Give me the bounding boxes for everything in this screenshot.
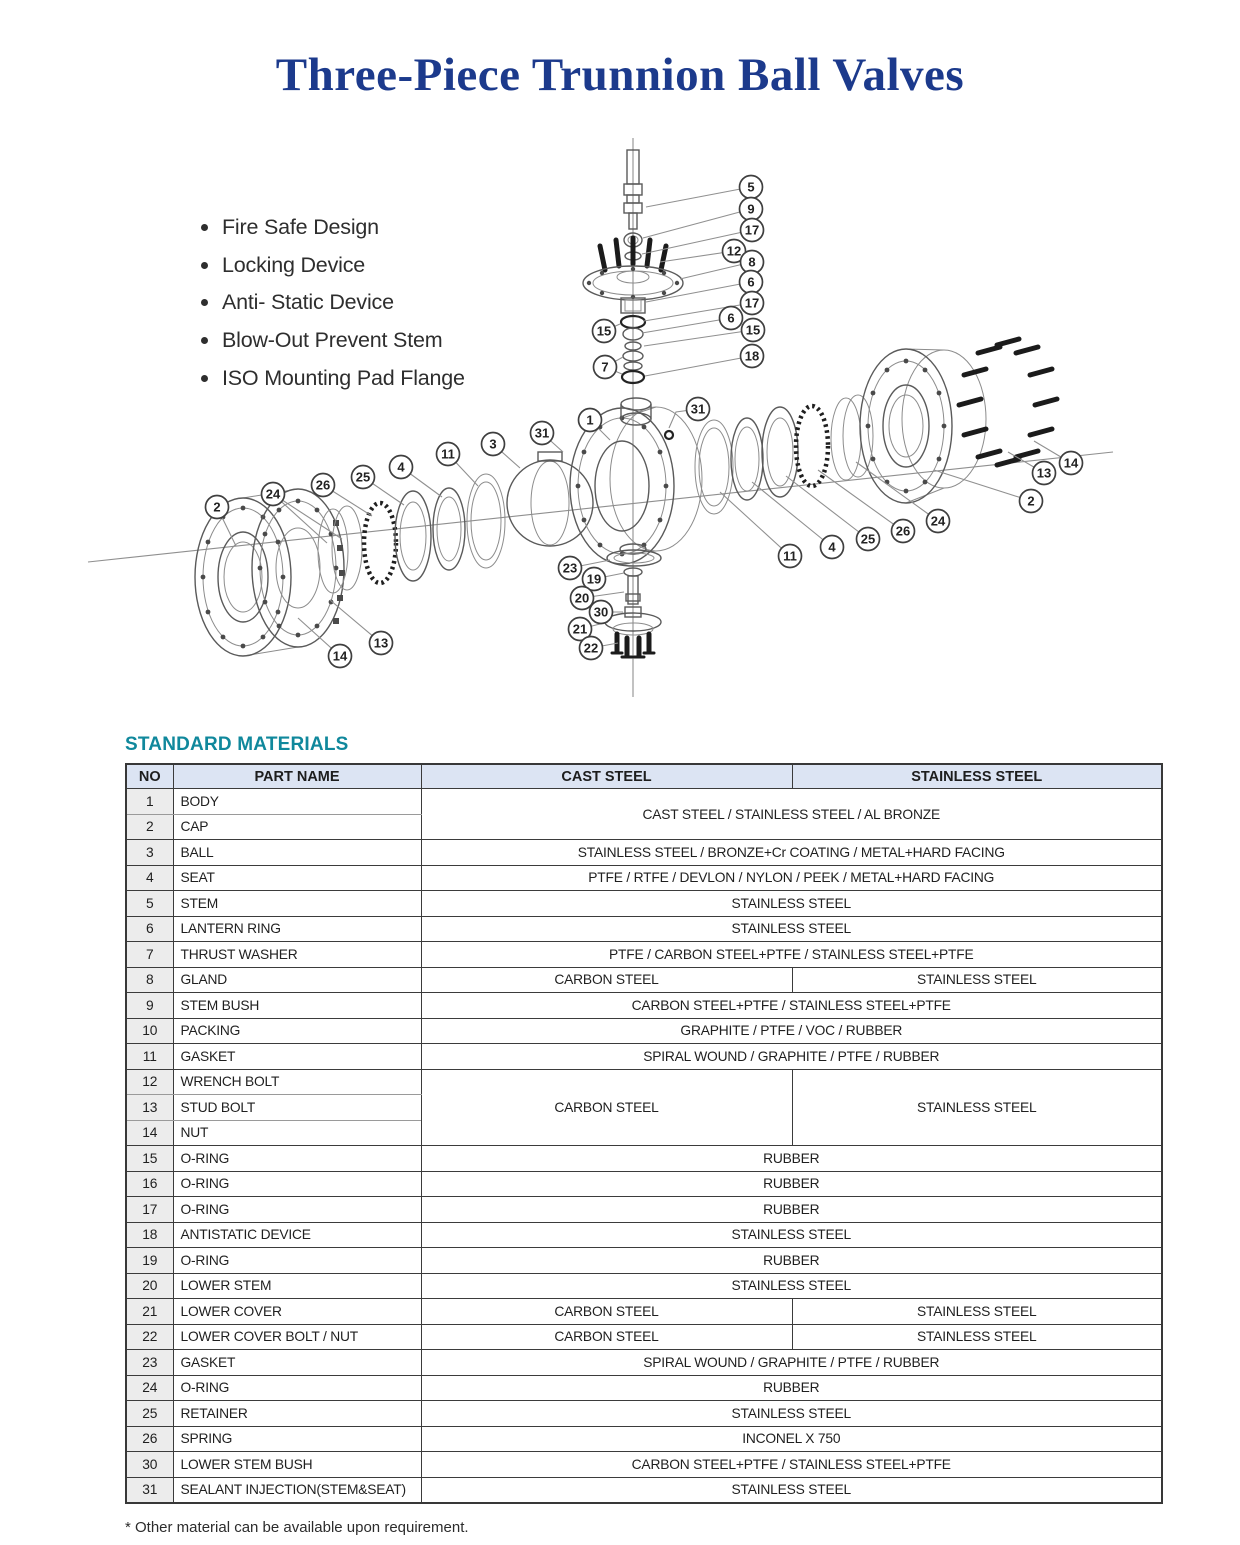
no-cell: 3 (126, 840, 173, 866)
material-cell: CAST STEEL / STAINLESS STEEL / AL BRONZE (421, 789, 1162, 840)
svg-text:19: 19 (586, 571, 602, 587)
no-cell: 19 (126, 1248, 173, 1274)
table-header-row (126, 764, 1162, 789)
svg-text:26: 26 (895, 523, 911, 539)
part-cell: LOWER COVER BOLT / NUT (173, 1324, 421, 1350)
callout-leader (642, 318, 731, 333)
col-header-part-name: PART NAME (173, 764, 421, 789)
svg-text:14: 14 (1063, 455, 1079, 471)
no-cell: 14 (126, 1120, 173, 1146)
table-row (126, 1248, 1162, 1274)
svg-text:30: 30 (593, 604, 609, 620)
svg-text:4: 4 (828, 539, 836, 555)
callout-leader (720, 492, 790, 556)
no-cell: 11 (126, 1044, 173, 1070)
callout-3 (482, 433, 505, 456)
material-cell: GRAPHITE / PTFE / VOC / RUBBER (421, 1018, 1162, 1044)
no-cell: 22 (126, 1324, 173, 1350)
no-cell: 10 (126, 1018, 173, 1044)
table-row (126, 1477, 1162, 1503)
callout-7 (594, 356, 617, 379)
callout-leader (934, 470, 1031, 501)
svg-text:13: 13 (1036, 465, 1052, 481)
callout-17 (741, 219, 764, 242)
material-cell: INCONEL X 750 (421, 1426, 1162, 1452)
callout-layer (206, 176, 1083, 668)
part-cell: O-RING (173, 1171, 421, 1197)
part-cell: THRUST WASHER (173, 942, 421, 968)
no-cell: 17 (126, 1197, 173, 1223)
no-cell: 2 (126, 814, 173, 840)
part-cell: LOWER STEM BUSH (173, 1452, 421, 1478)
svg-text:14: 14 (332, 648, 348, 664)
material-cell: CARBON STEEL (421, 1069, 792, 1146)
table-row (126, 942, 1162, 968)
callout-31 (687, 398, 710, 421)
part-cell: STUD BOLT (173, 1095, 421, 1121)
callout-leader (644, 330, 753, 346)
callout-25 (857, 528, 880, 551)
callout-leader (752, 482, 832, 547)
callout-22 (580, 637, 603, 660)
part-cell: SEAT (173, 865, 421, 891)
part-cell: O-RING (173, 1375, 421, 1401)
callout-15 (742, 319, 765, 342)
svg-text:3: 3 (489, 436, 497, 452)
callout-4 (390, 456, 413, 479)
material-cell: RUBBER (421, 1248, 1162, 1274)
part-cell: ANTISTATIC DEVICE (173, 1222, 421, 1248)
svg-text:24: 24 (265, 486, 281, 502)
callout-leader (786, 476, 868, 539)
part-cell: STEM (173, 891, 421, 917)
part-cell: SPRING (173, 1426, 421, 1452)
no-cell: 23 (126, 1350, 173, 1376)
table-row (126, 1171, 1162, 1197)
table-row (126, 1146, 1162, 1172)
material-cell: RUBBER (421, 1171, 1162, 1197)
svg-text:25: 25 (860, 531, 876, 547)
callout-11 (779, 545, 802, 568)
table-row (126, 1222, 1162, 1248)
no-cell: 4 (126, 865, 173, 891)
material-cell: STAINLESS STEEL (792, 967, 1162, 993)
part-cell: GASKET (173, 1350, 421, 1376)
part-cell: STEM BUSH (173, 993, 421, 1019)
material-cell: STAINLESS STEEL (792, 1324, 1162, 1350)
right-seat-rings (695, 395, 873, 514)
callout-31 (531, 422, 554, 445)
material-cell: SPIRAL WOUND / GRAPHITE / PTFE / RUBBER (421, 1350, 1162, 1376)
callout-23 (559, 557, 582, 580)
part-cell: CAP (173, 814, 421, 840)
svg-text:2: 2 (1027, 493, 1035, 509)
callout-5 (740, 176, 763, 199)
table-row (126, 1299, 1162, 1325)
material-cell: STAINLESS STEEL (421, 1401, 1162, 1427)
col-header-stainless-steel: STAINLESS STEEL (792, 764, 1162, 789)
svg-text:18: 18 (744, 348, 760, 364)
svg-text:15: 15 (596, 323, 612, 339)
callout-leader (646, 187, 751, 207)
callout-24 (927, 510, 950, 533)
no-cell: 25 (126, 1401, 173, 1427)
callout-18 (741, 345, 764, 368)
no-cell: 6 (126, 916, 173, 942)
feature-label: Fire Safe Design (222, 215, 379, 240)
part-cell: PACKING (173, 1018, 421, 1044)
table-row (126, 1350, 1162, 1376)
left-seat-rings (315, 474, 505, 593)
table-row (126, 1426, 1162, 1452)
feature-label: Locking Device (222, 252, 365, 277)
no-cell: 5 (126, 891, 173, 917)
material-cell: STAINLESS STEEL (421, 1273, 1162, 1299)
table-row (126, 1375, 1162, 1401)
material-cell: CARBON STEEL (421, 1324, 792, 1350)
table-row (126, 1069, 1162, 1095)
no-cell: 30 (126, 1452, 173, 1478)
table-row (126, 916, 1162, 942)
no-cell: 26 (126, 1426, 173, 1452)
svg-text:22: 22 (583, 640, 599, 656)
callout-2 (1020, 490, 1043, 513)
material-cell: STAINLESS STEEL (792, 1299, 1162, 1325)
part-cell: SEALANT INJECTION(STEM&SEAT) (173, 1477, 421, 1503)
table-row (126, 993, 1162, 1019)
table-row (126, 1401, 1162, 1427)
callout-leader (645, 356, 752, 376)
svg-text:21: 21 (572, 621, 588, 637)
svg-text:13: 13 (373, 635, 389, 651)
svg-text:4: 4 (397, 459, 405, 475)
part-cell: LOWER COVER (173, 1299, 421, 1325)
material-cell: STAINLESS STEEL (792, 1069, 1162, 1146)
material-cell: STAINLESS STEEL / BRONZE+Cr COATING / METAL+HARD FACING (421, 840, 1162, 866)
no-cell: 20 (126, 1273, 173, 1299)
callout-2 (206, 496, 229, 519)
svg-text:8: 8 (748, 254, 756, 270)
svg-text:6: 6 (747, 274, 755, 290)
callout-26 (312, 474, 335, 497)
table-row (126, 840, 1162, 866)
material-cell: RUBBER (421, 1197, 1162, 1223)
material-cell: STAINLESS STEEL (421, 1477, 1162, 1503)
svg-text:15: 15 (745, 322, 761, 338)
callout-30 (590, 601, 613, 624)
svg-text:24: 24 (930, 513, 946, 529)
svg-text:31: 31 (690, 401, 706, 417)
callout-25 (352, 466, 375, 489)
no-cell: 8 (126, 967, 173, 993)
no-cell: 7 (126, 942, 173, 968)
table-row (126, 1273, 1162, 1299)
part-cell: LOWER STEM (173, 1273, 421, 1299)
svg-text:20: 20 (574, 590, 590, 606)
material-cell: CARBON STEEL+PTFE / STAINLESS STEEL+PTFE (421, 1452, 1162, 1478)
no-cell: 24 (126, 1375, 173, 1401)
part-cell: NUT (173, 1120, 421, 1146)
no-cell: 15 (126, 1146, 173, 1172)
material-cell: CARBON STEEL+PTFE / STAINLESS STEEL+PTFE (421, 993, 1162, 1019)
svg-text:11: 11 (783, 548, 797, 564)
svg-text:23: 23 (562, 560, 578, 576)
feature-label: Anti- Static Device (222, 290, 394, 315)
no-cell: 9 (126, 993, 173, 1019)
page-title: Three-Piece Trunnion Ball Valves (275, 49, 965, 101)
svg-text:31: 31 (534, 425, 550, 441)
footnote: * Other material can be available upon requirement. (125, 1519, 469, 1536)
no-cell: 31 (126, 1477, 173, 1503)
material-cell: STAINLESS STEEL (421, 1222, 1162, 1248)
section-heading: STANDARD MATERIALS (125, 734, 349, 755)
part-cell: WRENCH BOLT (173, 1069, 421, 1095)
table-row (126, 1452, 1162, 1478)
part-cell: RETAINER (173, 1401, 421, 1427)
material-cell: PTFE / CARBON STEEL+PTFE / STAINLESS STEEL+PTFE (421, 942, 1162, 968)
callout-14 (1060, 452, 1083, 475)
svg-text:6: 6 (727, 310, 735, 326)
part-cell: GASKET (173, 1044, 421, 1070)
part-cell: GLAND (173, 967, 421, 993)
table-row (126, 1044, 1162, 1070)
callout-13 (1033, 462, 1056, 485)
svg-text:5: 5 (747, 179, 755, 195)
part-cell: LANTERN RING (173, 916, 421, 942)
callout-9 (740, 198, 763, 221)
callout-15 (593, 320, 616, 343)
callout-11 (437, 443, 460, 466)
part-cell: BALL (173, 840, 421, 866)
callout-17 (741, 292, 764, 315)
no-cell: 12 (126, 1069, 173, 1095)
material-cell: CARBON STEEL (421, 967, 792, 993)
material-cell: RUBBER (421, 1146, 1162, 1172)
valve-exploded-diagram (0, 125, 1240, 725)
callout-leader (646, 282, 751, 302)
callout-20 (571, 587, 594, 610)
callout-4 (821, 536, 844, 559)
table-row (126, 1324, 1162, 1350)
material-cell: CARBON STEEL (421, 1299, 792, 1325)
material-cell: STAINLESS STEEL (421, 916, 1162, 942)
callout-13 (370, 632, 393, 655)
svg-text:17: 17 (744, 295, 760, 311)
part-cell: O-RING (173, 1197, 421, 1223)
no-cell: 13 (126, 1095, 173, 1121)
svg-text:17: 17 (744, 222, 760, 238)
table-row (126, 865, 1162, 891)
callout-1 (579, 409, 602, 432)
svg-text:11: 11 (441, 446, 455, 462)
svg-text:12: 12 (726, 243, 742, 259)
table-row (126, 1197, 1162, 1223)
callout-24 (262, 483, 285, 506)
svg-text:9: 9 (747, 201, 755, 217)
no-cell: 21 (126, 1299, 173, 1325)
svg-text:2: 2 (213, 499, 221, 515)
table-row (126, 891, 1162, 917)
callout-6 (740, 271, 763, 294)
no-cell: 1 (126, 789, 173, 815)
svg-text:25: 25 (355, 469, 371, 485)
standard-materials-section (125, 734, 1163, 1536)
table-row (126, 789, 1162, 815)
callout-leader (856, 462, 938, 521)
material-cell: SPIRAL WOUND / GRAPHITE / PTFE / RUBBER (421, 1044, 1162, 1070)
callout-6 (720, 307, 743, 330)
part-cell: O-RING (173, 1146, 421, 1172)
svg-text:1: 1 (586, 412, 594, 428)
no-cell: 18 (126, 1222, 173, 1248)
table-row (126, 967, 1162, 993)
material-cell: STAINLESS STEEL (421, 891, 1162, 917)
col-header-no: NO (126, 764, 173, 789)
col-header-cast-steel: CAST STEEL (421, 764, 792, 789)
material-cell: RUBBER (421, 1375, 1162, 1401)
feature-label: ISO Mounting Pad Flange (222, 365, 465, 390)
no-cell: 16 (126, 1171, 173, 1197)
materials-table (125, 763, 1163, 1504)
feature-label: Blow-Out Prevent Stem (222, 328, 443, 353)
callout-14 (329, 645, 352, 668)
table-row (126, 1018, 1162, 1044)
svg-text:26: 26 (315, 477, 331, 493)
part-cell: O-RING (173, 1248, 421, 1274)
svg-text:7: 7 (601, 359, 609, 375)
callout-26 (892, 520, 915, 543)
part-cell: BODY (173, 789, 421, 815)
material-cell: PTFE / RTFE / DEVLON / NYLON / PEEK / METAL+HARD FACING (421, 865, 1162, 891)
